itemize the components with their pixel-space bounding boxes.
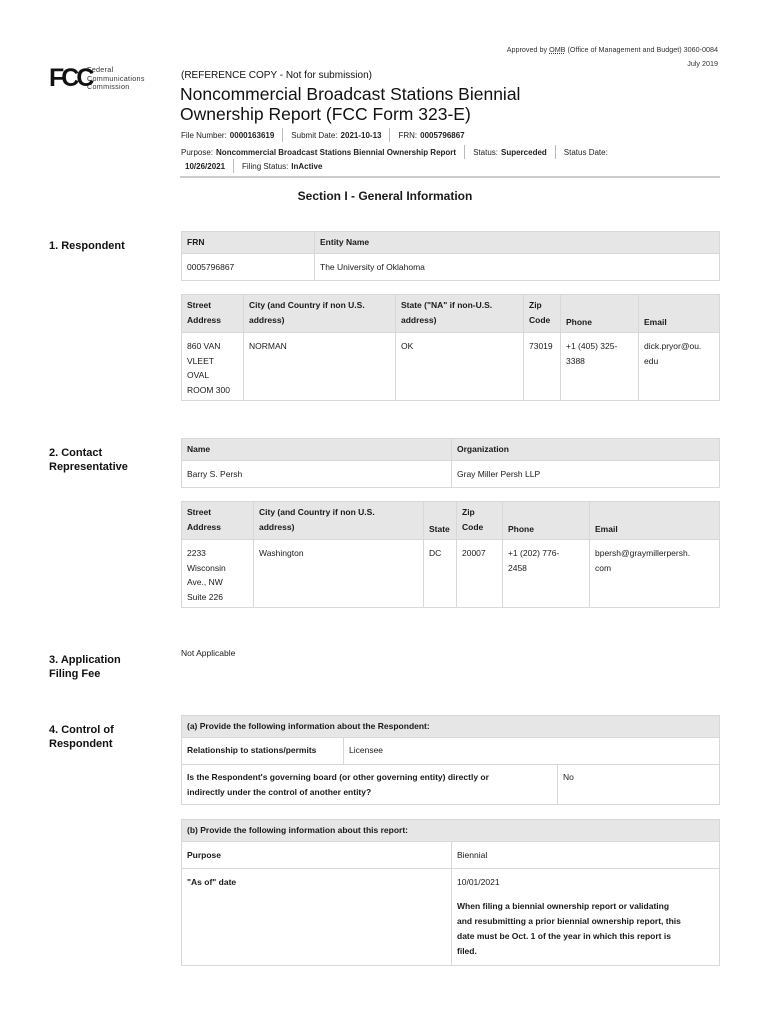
- agency-line: Commission: [87, 82, 130, 91]
- relationship-label: Relationship to stations/permits: [182, 738, 344, 765]
- entity-name-header: Entity Name: [315, 232, 720, 254]
- frn-header: FRN: [182, 232, 315, 254]
- city-cell: NORMAN: [244, 333, 396, 401]
- submit-date-label: Submit Date:: [291, 130, 338, 140]
- phone-line: 3388: [566, 355, 585, 366]
- divider: [233, 159, 234, 173]
- organization-cell: Gray Miller Persh LLP: [452, 461, 720, 488]
- divider: [555, 145, 556, 159]
- email-cell: [639, 333, 720, 401]
- control-section-a-header: (a) Provide the following information about the Respondent:: [182, 716, 720, 738]
- header-line: Code: [529, 314, 551, 325]
- organization-header: Organization: [452, 439, 720, 461]
- header-line: Zip: [529, 300, 542, 310]
- filing-fee-label: [49, 653, 121, 681]
- approval-suffix: (Office of Management and Budget) 3060-0084: [565, 45, 718, 54]
- question-line: indirectly under the control of another entity?: [187, 786, 372, 797]
- header-line: State ("NA" if non-U.S.: [401, 300, 493, 310]
- as-of-date-note: date must be Oct. 1 of the year in which this report is: [457, 930, 671, 941]
- street-line: Ave., NW: [187, 577, 223, 587]
- street-header: [182, 295, 244, 333]
- report-purpose-value: Biennial: [452, 842, 720, 869]
- phone-cell: [561, 333, 639, 401]
- street-header: [182, 502, 254, 540]
- agency-line: Communications: [87, 73, 145, 83]
- street-cell: [182, 540, 254, 608]
- label-line: Filing Fee: [49, 668, 101, 680]
- header-line: Street: [187, 300, 212, 310]
- as-of-date-label: "As of" date: [182, 869, 452, 966]
- divider: [464, 145, 465, 159]
- street-line: 860 VAN: [187, 341, 221, 351]
- state-cell: OK: [396, 333, 524, 401]
- reference-copy-notice: (REFERENCE COPY - Not for submission): [181, 70, 372, 81]
- fcc-logo-mark: [49, 64, 92, 92]
- header-line: Code: [462, 521, 484, 532]
- file-number-label: File Number:: [181, 130, 227, 140]
- respondent-entity-table: [181, 231, 720, 281]
- control-info-table: [181, 715, 720, 805]
- state-cell: DC: [424, 540, 457, 608]
- title-line: Ownership Report (FCC Form 323-E): [180, 104, 471, 124]
- omb-abbreviation: OMB: [549, 45, 566, 54]
- email-cell: [590, 540, 720, 608]
- page-title: [180, 84, 560, 124]
- contact-representative-label: [49, 446, 128, 474]
- filing-status-label: Filing Status:: [242, 161, 289, 171]
- city-header: [254, 502, 424, 540]
- header-line: City (and Country if non U.S.: [259, 507, 375, 517]
- as-of-date-note: filed.: [457, 945, 477, 956]
- control-section-b-header: (b) Provide the following information about this report:: [182, 820, 720, 842]
- email-header: Email: [590, 502, 720, 540]
- as-of-date-cell: [452, 869, 720, 966]
- header-line: address): [259, 521, 295, 532]
- title-line: Noncommercial Broadcast Stations Biennial: [180, 84, 521, 104]
- as-of-date-value: 10/01/2021: [457, 877, 500, 887]
- street-line: Wisconsin: [187, 562, 226, 573]
- purpose-value: Noncommercial Broadcast Stations Biennial Ownership Report: [216, 147, 457, 157]
- filing-meta-row-3: [185, 159, 322, 173]
- email-line: bpersh@graymillerpersh.: [595, 548, 691, 558]
- relationship-value: Licensee: [344, 738, 720, 765]
- respondent-address-table: [181, 294, 720, 401]
- divider: [282, 128, 283, 142]
- approval-prefix: Approved by: [506, 45, 550, 54]
- street-line: VLEET: [187, 355, 214, 366]
- zip-header: [457, 502, 503, 540]
- governing-board-question: [182, 765, 558, 805]
- phone-line: +1 (405) 325-: [566, 341, 618, 351]
- phone-line: +1 (202) 776-: [508, 548, 560, 558]
- street-line: ROOM 300: [187, 384, 230, 395]
- city-header: [244, 295, 396, 333]
- as-of-date-note: When filing a biennial ownership report or validating: [457, 900, 670, 911]
- label-line: 4. Control of: [49, 724, 114, 736]
- header-line: City (and Country if non U.S.: [249, 300, 365, 310]
- governing-board-answer: No: [558, 765, 720, 805]
- form-version-date: July 2019: [687, 59, 718, 68]
- frn-label: FRN:: [398, 130, 418, 140]
- filing-fee-value: Not Applicable: [181, 648, 236, 658]
- phone-header: Phone: [503, 502, 590, 540]
- zip-cell: 20007: [457, 540, 503, 608]
- filing-meta-row-1: [181, 128, 465, 142]
- fcc-logo-letters: FCC: [49, 64, 92, 92]
- file-number-value: 0000163619: [229, 130, 275, 140]
- label-line: Respondent: [49, 738, 113, 750]
- label-line: Representative: [49, 461, 128, 473]
- status-label: Status:: [473, 147, 498, 157]
- phone-cell: [503, 540, 590, 608]
- zip-cell: 73019: [524, 333, 561, 401]
- header-line: Address: [187, 314, 222, 325]
- email-header: Email: [639, 295, 720, 333]
- purpose-label: Purpose:: [181, 147, 214, 157]
- street-line: Suite 226: [187, 591, 223, 602]
- state-header: State: [424, 502, 457, 540]
- filing-meta-row-2: [181, 145, 608, 159]
- status-value: Superceded: [501, 147, 547, 157]
- question-line: Is the Respondent's governing board (or other governing entity) directly or: [187, 772, 489, 782]
- report-info-table: [181, 819, 720, 966]
- email-line: com: [595, 562, 612, 573]
- header-line: address): [401, 314, 437, 325]
- header-line: Street: [187, 507, 212, 517]
- control-of-respondent-label: [49, 723, 114, 751]
- phone-header: Phone: [561, 295, 639, 333]
- street-line: OVAL: [187, 370, 210, 380]
- frn-value: 0005796867: [420, 130, 465, 140]
- status-date-value: 10/26/2021: [185, 161, 226, 171]
- name-cell: Barry S. Persh: [182, 461, 452, 488]
- street-cell: [182, 333, 244, 401]
- city-cell: Washington: [254, 540, 424, 608]
- label-line: 2. Contact: [49, 447, 103, 459]
- state-header: [396, 295, 524, 333]
- agency-line: Federal: [87, 65, 114, 74]
- email-line: dick.pryor@ou.: [644, 341, 702, 351]
- zip-header: [524, 295, 561, 333]
- omb-approval-notice: [507, 43, 718, 71]
- street-line: 2233: [187, 548, 206, 558]
- contact-name-table: [181, 438, 720, 488]
- label-line: 3. Application: [49, 654, 121, 666]
- filing-status-value: InActive: [291, 161, 323, 171]
- header-line: Zip: [462, 507, 475, 517]
- status-date-label: Status Date:: [563, 147, 608, 157]
- report-purpose-label: Purpose: [182, 842, 452, 869]
- divider: [389, 128, 390, 142]
- entity-name-cell: The University of Oklahoma: [315, 254, 720, 281]
- phone-line: 2458: [508, 562, 527, 573]
- respondent-label: 1. Respondent: [49, 240, 125, 252]
- frn-cell: 0005796867: [182, 254, 315, 281]
- contact-address-table: [181, 501, 720, 608]
- section-title: Section I - General Information: [297, 189, 473, 203]
- email-line: edu: [644, 355, 659, 366]
- header-line: Address: [187, 521, 222, 532]
- name-header: Name: [182, 439, 452, 461]
- header-line: address): [249, 314, 285, 325]
- fcc-agency-name: [87, 66, 145, 92]
- fcc-logo: [49, 66, 145, 92]
- as-of-date-note: and resubmitting a prior biennial ownership report, this: [457, 915, 681, 926]
- submit-date-value: 2021-10-13: [340, 130, 382, 140]
- header-divider: [180, 176, 720, 178]
